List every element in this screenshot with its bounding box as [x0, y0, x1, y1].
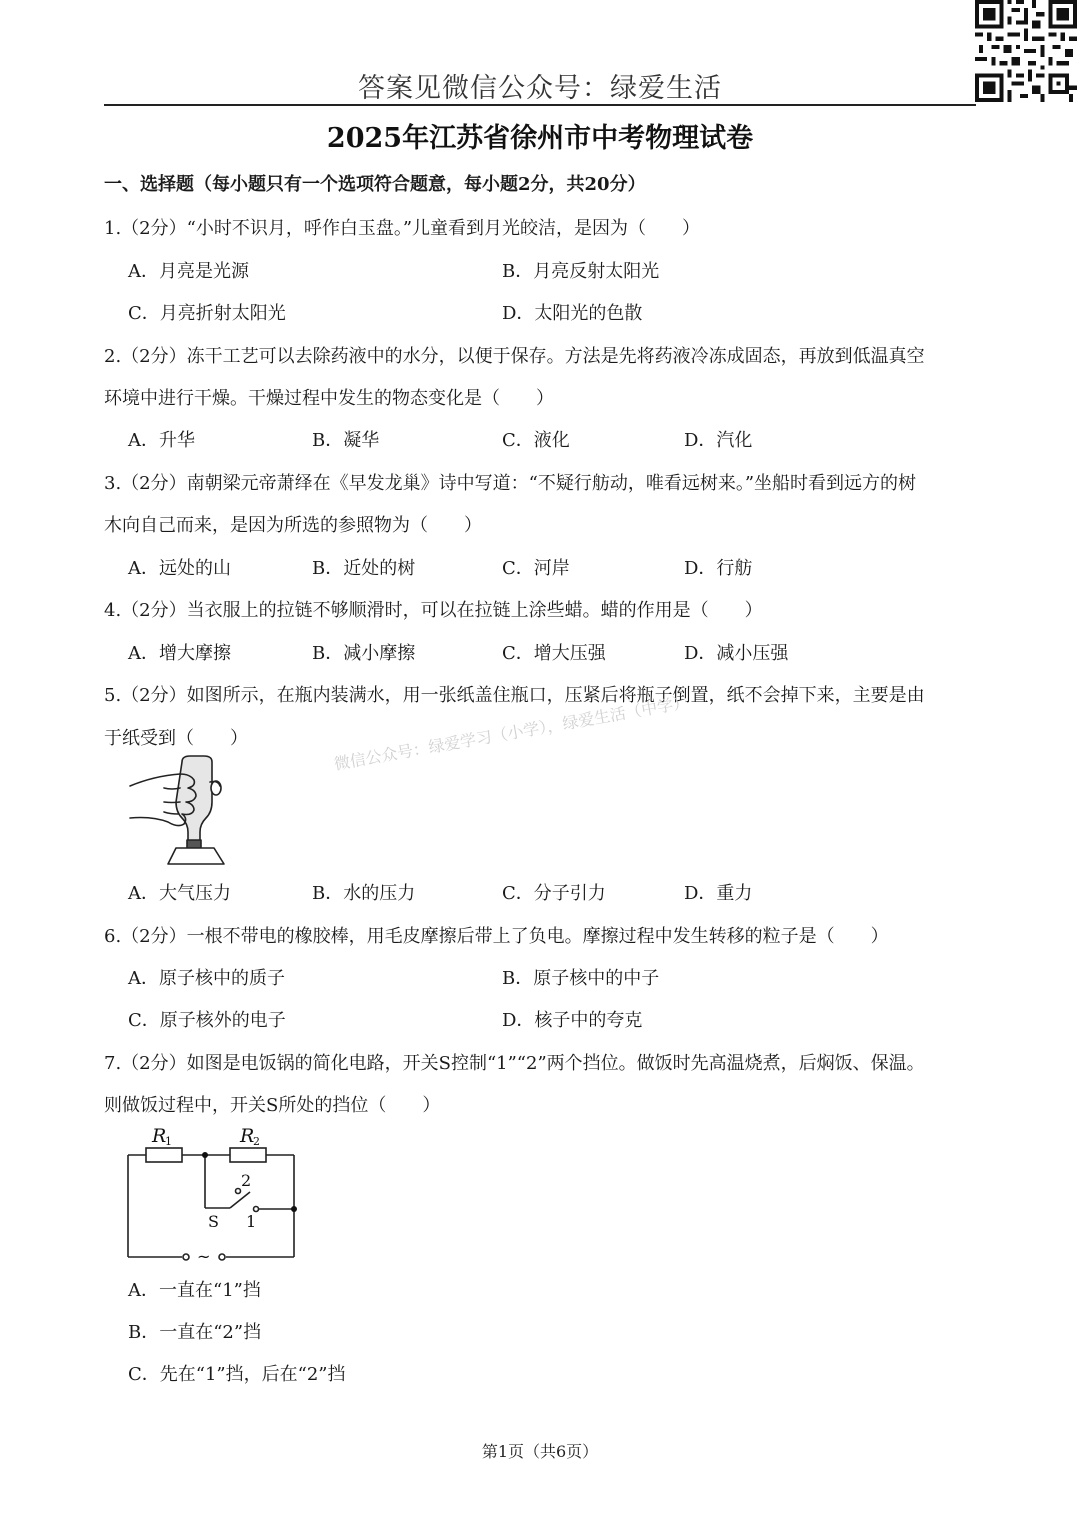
option-4a: A．增大摩擦: [128, 643, 231, 664]
option-7c: C．先在“1”挡，后在“2”挡: [128, 1364, 346, 1385]
option-6a: A．原子核中的质子: [128, 968, 285, 989]
banner-text: 答案见微信公众号：绿爱生活: [358, 73, 722, 104]
option-2c: C．液化: [502, 430, 570, 451]
junction-dot-right: [291, 1206, 297, 1212]
question-1: 1.（2分）“小时不识月，呼作白玉盘。”儿童看到月光皎洁，是因为（ ）: [104, 218, 701, 239]
option-3b: B．近处的树: [312, 558, 416, 579]
inverted-bottle-figure: [124, 752, 236, 868]
r1-label: R: [152, 1125, 167, 1147]
question-6: 6.（2分）一根不带电的橡胶棒，用毛皮摩擦后带上了负电。摩擦过程中发生转移的粒子是（ ）: [104, 926, 889, 947]
option-1d: D．太阳光的色散: [502, 303, 643, 324]
option-3c: C．河岸: [502, 558, 570, 579]
circuit-diagram: [120, 1120, 310, 1268]
option-7a: A．一直在“1”挡: [128, 1280, 261, 1301]
page-footer: 第1页（共6页）: [481, 1442, 599, 1461]
option-1a: A．月亮是光源: [128, 261, 249, 282]
r2-label: R: [240, 1125, 255, 1147]
option-4b: B．减小摩擦: [312, 643, 416, 664]
question-3: 3.（2分）南朝梁元帝萧绎在《早发龙巢》诗中写道：“不疑行舫动，唯看远树来。”坐船时看到远方的树: [104, 473, 917, 494]
switch-label: S: [208, 1212, 219, 1231]
position-2-label: 2: [241, 1171, 252, 1190]
option-5c: C．分子引力: [502, 883, 606, 904]
question-3-cont: 木向自己而来，是因为所选的参照物为（ ）: [104, 515, 482, 536]
option-4c: C．增大压强: [502, 643, 606, 664]
option-3a: A．远处的山: [128, 558, 231, 579]
question-7: 7.（2分）如图是电饭锅的简化电路，开关S控制“1”“2”两个挡位。做饭时先高温烧煮，后焖饭、保温。: [104, 1053, 925, 1074]
option-4d: D．减小压强: [684, 643, 789, 664]
option-2b: B．凝华: [312, 430, 380, 451]
question-4: 4.（2分）当衣服上的拉链不够顺滑时，可以在拉链上涂些蜡。蜡的作用是（ ）: [104, 600, 763, 621]
option-6c: C．原子核外的电子: [128, 1010, 286, 1031]
option-5d: D．重力: [684, 883, 753, 904]
watermark: 微信公众号：绿爱学习（小学），绿爱生活（中学）: [332, 692, 691, 774]
option-6b: B．原子核中的中子: [502, 968, 660, 989]
option-3d: D．行舫: [684, 558, 753, 579]
junction-dot: [202, 1152, 208, 1158]
question-5-cont: 于纸受到（ ）: [104, 728, 248, 749]
option-2d: D．汽化: [684, 430, 753, 451]
section-heading: 一、选择题（每小题只有一个选项符合题意，每小题2分，共20分）: [104, 174, 646, 195]
option-7b: B．一直在“2”挡: [128, 1322, 262, 1343]
question-5: 5.（2分）如图所示，在瓶内装满水，用一张纸盖住瓶口，压紧后将瓶子倒置，纸不会掉下来，主要是由: [104, 685, 925, 706]
question-2-cont: 环境中进行干燥。干燥过程中发生的物态变化是（ ）: [104, 388, 554, 409]
option-1c: C．月亮折射太阳光: [128, 303, 286, 324]
ac-source-label: ~: [197, 1247, 211, 1266]
r1-subscript: 1: [165, 1135, 172, 1148]
option-5b: B．水的压力: [312, 883, 416, 904]
option-1b: B．月亮反射太阳光: [502, 261, 660, 282]
question-7-cont: 则做饭过程中，开关S所处的挡位（ ）: [104, 1095, 441, 1116]
position-1-label: 1: [246, 1212, 257, 1231]
option-6d: D．核子中的夸克: [502, 1010, 643, 1031]
question-2: 2.（2分）冻干工艺可以去除药液中的水分，以便于保存。方法是先将药液冷冻成固态，再放到低温真空: [104, 346, 925, 367]
option-2a: A．升华: [128, 430, 195, 451]
option-5a: A．大气压力: [128, 883, 231, 904]
qr-code-icon: [975, 0, 1077, 102]
page-title: 2025年江苏省徐州市中考物理试卷: [326, 123, 754, 154]
r2-subscript: 2: [253, 1135, 260, 1148]
top-banner: [104, 62, 976, 106]
